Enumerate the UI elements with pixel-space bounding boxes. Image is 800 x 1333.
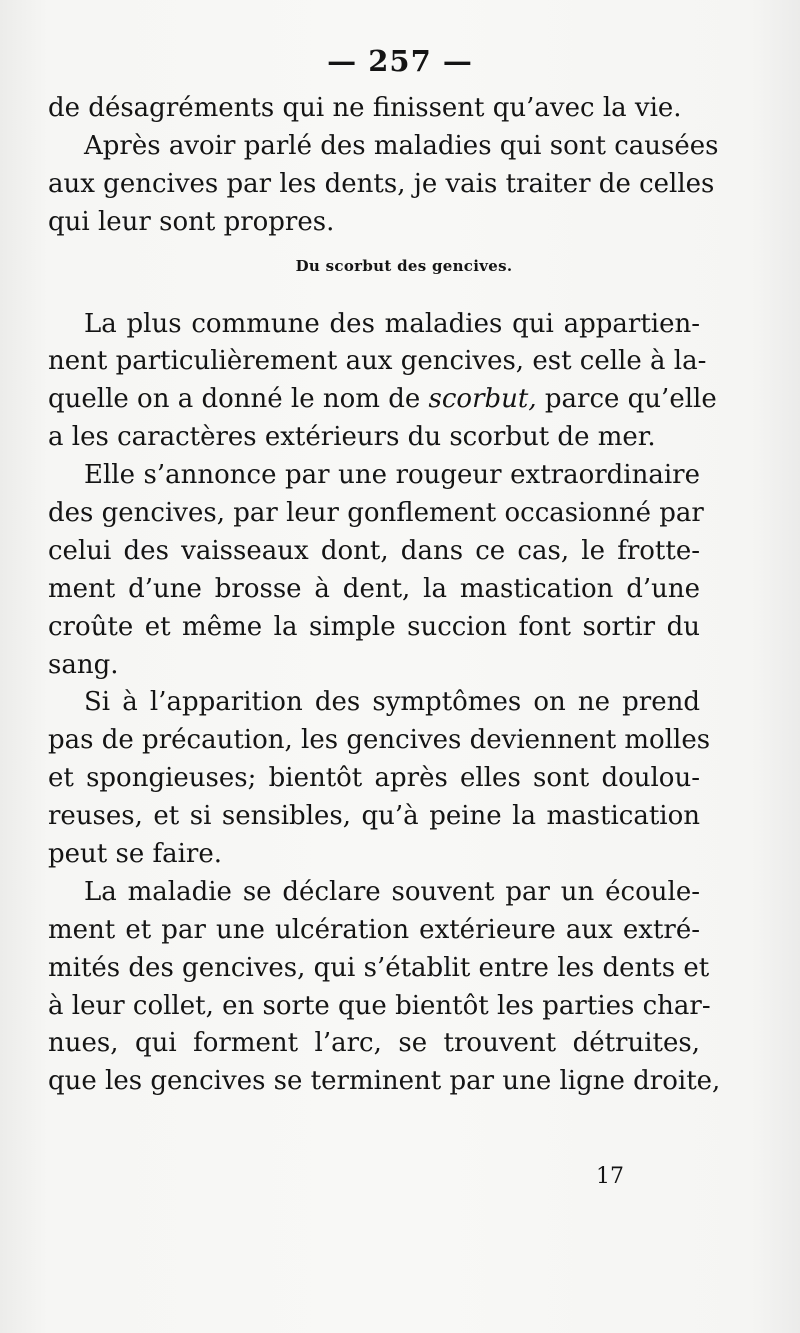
text-line: que les gencives se terminent par une ligne droite, [48, 1066, 721, 1097]
text-line: ment et par une ulcération extérieure aux extré- [48, 914, 700, 945]
text-line: de désagréments qui ne finissent qu’avec la vie. [48, 93, 682, 123]
text-line: pas de précaution, les gencives deviennent molles [48, 725, 711, 756]
section-title: Du scorbut des gencives. [295, 256, 513, 275]
text-line: qui leur sont propres. [48, 206, 335, 237]
text-line: reuses, et si sensibles, qu’à peine la mastication [48, 801, 700, 832]
text-line: Après avoir parlé des maladies qui sont causées [84, 130, 719, 161]
text-line: mités des gencives, qui s’établit entre les dents et [48, 952, 710, 983]
text-line: et spongieuses; bientôt après elles sont doulou- [48, 763, 700, 794]
text-line: Elle s’annonce par une rougeur extraordinaire [84, 460, 700, 491]
text-line: La maladie se déclare souvent par un écoule- [84, 876, 700, 907]
text-line: La plus commune des maladies qui appartien- [84, 308, 700, 339]
text-line: Si à l’apparition des symptômes on ne prend [84, 687, 700, 718]
text-segment: parce qu’elle [536, 384, 717, 415]
text-line [48, 381, 717, 419]
body-text [48, 90, 721, 1101]
text-line: celui des vaisseaux dont, dans ce cas, le frotte- [48, 535, 700, 566]
text-line: à leur collet, en sorte que bientôt les parties char- [48, 990, 711, 1021]
text-line: ment d’une brosse à dent, la mastication d’une [48, 573, 700, 604]
text-line: peut se faire. [48, 839, 223, 870]
text-line: aux gencives par les dents, je vais traiter de celles [48, 168, 715, 199]
text-line: sang. [48, 649, 119, 680]
text-segment: quelle on a donné le nom de [48, 384, 429, 415]
text-line: a les caractères extérieurs du scorbut de mer. [48, 422, 656, 453]
text-line: nues, qui forment l’arc, se trouvent détruites, [48, 1028, 700, 1059]
signature-mark: 17 [596, 1164, 624, 1189]
text-line: des gencives, par leur gonflement occasionné par [48, 498, 704, 529]
italic-term: scorbut, [428, 384, 537, 415]
text-line: croûte et même la simple succion font sortir du [48, 611, 700, 642]
text-line: nent particulièrement aux gencives, est celle à la- [48, 346, 707, 377]
page-number: — 257 — [327, 44, 473, 78]
